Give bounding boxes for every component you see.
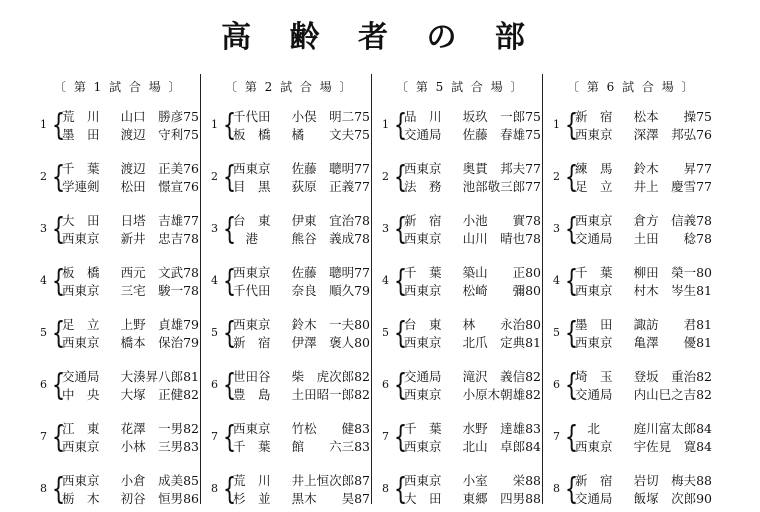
brace-icon: { — [222, 212, 237, 247]
team-name: 西東京 — [404, 387, 442, 402]
match-number: 3 — [40, 222, 47, 235]
brace-icon: { — [393, 316, 408, 351]
player-name-age: 松崎 彌80 — [462, 283, 541, 298]
competitor-b — [404, 126, 541, 144]
competitor-a — [62, 316, 199, 334]
player-name-age: 小室 栄88 — [462, 473, 541, 488]
brace-icon: { — [222, 108, 237, 143]
player-name-age: 土田昭一郎82 — [291, 387, 370, 402]
competitor-b — [233, 386, 370, 404]
match-row — [553, 472, 718, 512]
competitor-a — [404, 316, 541, 334]
player-name-age: 深澤 邦弘76 — [633, 127, 712, 142]
team-name: 新 宿 — [575, 109, 613, 124]
team-name: 千代田 — [233, 109, 271, 124]
team-name: 新 宿 — [404, 213, 442, 228]
competitor-b — [233, 230, 370, 248]
team-name: 豊 島 — [233, 387, 271, 402]
team-name: 目 黒 — [233, 179, 271, 194]
match-row — [382, 316, 547, 356]
competitor-b — [62, 334, 199, 352]
match-number: 4 — [211, 274, 218, 287]
team-name: 交通局 — [62, 369, 100, 384]
player-name-age: 三宅 駿一78 — [120, 283, 199, 298]
player-name-age: 熊谷 義成78 — [291, 231, 370, 246]
match-number: 3 — [211, 222, 218, 235]
player-name-age: 鈴木 一夫80 — [291, 317, 370, 332]
competitor-a — [62, 420, 199, 438]
player-name-age: 築山 正80 — [462, 265, 541, 280]
competitor-a — [62, 264, 199, 282]
team-name: 西東京 — [62, 473, 100, 488]
competitor-a — [233, 108, 370, 126]
brace-icon: { — [51, 316, 66, 351]
match-number: 7 — [382, 430, 389, 443]
team-name: 交通局 — [575, 491, 613, 506]
player-name-age: 東郷 四男88 — [462, 491, 541, 506]
team-name: 大 田 — [62, 213, 100, 228]
team-name: 西東京 — [404, 283, 442, 298]
match-number: 6 — [382, 378, 389, 391]
court-header: 〔 第 1 試 合 場 〕 — [54, 80, 183, 94]
team-name: 新 宿 — [575, 473, 613, 488]
player-name-age: 林 永治80 — [462, 317, 541, 332]
competitor-a — [404, 420, 541, 438]
competitor-a — [62, 108, 199, 126]
player-name-age: 庭川富太郎84 — [633, 421, 712, 436]
match-row — [40, 368, 205, 408]
player-name-age: 倉方 信義78 — [633, 213, 712, 228]
match-row — [40, 160, 205, 200]
match-row — [553, 108, 718, 148]
competitor-a — [62, 368, 199, 386]
player-name-age: 初谷 恒男86 — [120, 491, 199, 506]
team-name: 千代田 — [233, 283, 271, 298]
competitor-b — [233, 438, 370, 456]
competitor-a — [575, 160, 712, 178]
competitor-b — [404, 438, 541, 456]
brace-icon: { — [222, 472, 237, 507]
player-name-age: 内山巳之吉82 — [633, 387, 712, 402]
competitor-a — [233, 264, 370, 282]
match-row — [553, 316, 718, 356]
match-row — [211, 108, 376, 148]
competitor-a — [233, 212, 370, 230]
team-name: 西東京 — [233, 421, 271, 436]
match-row — [40, 420, 205, 460]
match-number: 1 — [553, 118, 560, 131]
team-name: 大 田 — [404, 491, 442, 506]
player-name-age: 黒木 昊87 — [291, 491, 370, 506]
team-name: 千 葉 — [62, 161, 100, 176]
competitor-b — [575, 282, 712, 300]
brace-icon: { — [51, 472, 66, 507]
player-name-age: 小原木朝雄82 — [462, 387, 541, 402]
team-name: 西東京 — [404, 335, 442, 350]
brace-icon: { — [51, 368, 66, 403]
team-name: 足 立 — [62, 317, 100, 332]
player-name-age: 大湊昇八郎81 — [120, 369, 199, 384]
team-name: 西東京 — [62, 283, 100, 298]
brace-icon: { — [564, 316, 579, 351]
competitor-b — [404, 282, 541, 300]
team-name: 交通局 — [404, 127, 442, 142]
brace-icon: { — [51, 264, 66, 299]
team-name: 西東京 — [404, 439, 442, 454]
brace-icon: { — [564, 264, 579, 299]
match-row — [211, 472, 376, 512]
player-name-age: 諏訪 君81 — [633, 317, 712, 332]
match-number: 1 — [211, 118, 218, 131]
match-number: 7 — [40, 430, 47, 443]
team-name: 台 東 — [233, 213, 271, 228]
match-row — [40, 212, 205, 252]
team-name: 墨 田 — [575, 317, 613, 332]
player-name-age: 奥貫 邦夫77 — [462, 161, 541, 176]
competitor-a — [233, 420, 370, 438]
team-name: 新 宿 — [233, 335, 271, 350]
player-name-age: 伊澤 褒人80 — [291, 335, 370, 350]
match-number: 4 — [553, 274, 560, 287]
brace-icon: { — [222, 316, 237, 351]
player-name-age: 小俣 明二75 — [291, 109, 370, 124]
match-row — [40, 264, 205, 304]
player-name-age: 北爪 定典81 — [462, 335, 541, 350]
brace-icon: { — [564, 212, 579, 247]
match-number: 3 — [553, 222, 560, 235]
brace-icon: { — [51, 160, 66, 195]
competitor-b — [233, 126, 370, 144]
player-name-age: 渡辺 正美76 — [120, 161, 199, 176]
player-name-age: 北山 卓郎84 — [462, 439, 541, 454]
team-name: 西東京 — [404, 473, 442, 488]
player-name-age: 日塔 吉雄77 — [120, 213, 199, 228]
team-name: 品 川 — [404, 109, 442, 124]
competitor-a — [404, 264, 541, 282]
player-name-age: 橘 文夫75 — [291, 127, 370, 142]
competitor-a — [575, 420, 712, 438]
team-name: 千 葉 — [404, 421, 442, 436]
brace-icon: { — [222, 160, 237, 195]
team-name: 西東京 — [575, 439, 613, 454]
competitor-b — [233, 178, 370, 196]
match-row — [40, 108, 205, 148]
player-name-age: 坂玖 一郎75 — [462, 109, 541, 124]
player-name-age: 渡辺 守利75 — [120, 127, 199, 142]
match-number: 5 — [553, 326, 560, 339]
match-number: 7 — [211, 430, 218, 443]
competitor-a — [575, 316, 712, 334]
brace-icon: { — [51, 108, 66, 143]
team-name: 千 葉 — [575, 265, 613, 280]
player-name-age: 花澤 一男82 — [120, 421, 199, 436]
player-name-age: 井上 慶雪77 — [633, 179, 712, 194]
team-name: 板 橋 — [62, 265, 100, 280]
team-name: 足 立 — [575, 179, 613, 194]
team-name: 埼 玉 — [575, 369, 613, 384]
brace-icon: { — [564, 472, 579, 507]
competitor-a — [62, 472, 199, 490]
court-header: 〔 第 6 試 合 場 〕 — [567, 80, 696, 94]
match-row — [553, 264, 718, 304]
brace-icon: { — [393, 264, 408, 299]
team-name: 西東京 — [233, 317, 271, 332]
match-number: 1 — [382, 118, 389, 131]
match-row — [40, 316, 205, 356]
match-row — [553, 160, 718, 200]
match-number: 5 — [382, 326, 389, 339]
match-number: 5 — [211, 326, 218, 339]
match-number: 4 — [40, 274, 47, 287]
competitor-b — [575, 490, 712, 508]
player-name-age: 橋本 保治79 — [120, 335, 199, 350]
match-row — [382, 264, 547, 304]
player-name-age: 竹松 健83 — [291, 421, 370, 436]
player-name-age: 飯塚 次郎90 — [633, 491, 712, 506]
player-name-age: 岩切 梅夫88 — [633, 473, 712, 488]
competitor-b — [62, 126, 199, 144]
match-number: 8 — [211, 482, 218, 495]
player-name-age: 伊東 宜治78 — [291, 213, 370, 228]
player-name-age: 小倉 成美85 — [120, 473, 199, 488]
player-name-age: 小池 實78 — [462, 213, 541, 228]
player-name-age: 佐藤 春雄75 — [462, 127, 541, 142]
brace-icon: { — [393, 420, 408, 455]
competitor-b — [233, 490, 370, 508]
brace-icon: { — [51, 420, 66, 455]
match-row — [382, 368, 547, 408]
team-name: 杉 並 — [233, 491, 271, 506]
match-row — [382, 108, 547, 148]
team-name: 学連剣 — [62, 179, 100, 194]
brace-icon: { — [564, 108, 579, 143]
competitor-b — [575, 126, 712, 144]
player-name-age: 松田 憬宣76 — [120, 179, 199, 194]
brace-icon: { — [564, 160, 579, 195]
competitor-b — [62, 178, 199, 196]
team-name: 西東京 — [62, 231, 100, 246]
competitor-a — [575, 368, 712, 386]
team-name: 荒 川 — [233, 473, 271, 488]
brace-icon: { — [564, 368, 579, 403]
competitor-a — [233, 368, 370, 386]
competitor-a — [62, 160, 199, 178]
match-row — [211, 160, 376, 200]
competitor-b — [62, 282, 199, 300]
match-number: 3 — [382, 222, 389, 235]
competitor-b — [575, 386, 712, 404]
player-name-age: 山川 晴也78 — [462, 231, 541, 246]
competitor-a — [233, 316, 370, 334]
match-row — [211, 264, 376, 304]
team-name: 練 馬 — [575, 161, 613, 176]
player-name-age: 滝沢 義信82 — [462, 369, 541, 384]
match-number: 6 — [553, 378, 560, 391]
match-row — [211, 368, 376, 408]
player-name-age: 鈴木 昇77 — [633, 161, 712, 176]
team-name: 西東京 — [62, 439, 100, 454]
team-name: 西東京 — [233, 161, 271, 176]
competitor-a — [404, 160, 541, 178]
player-name-age: 水野 達雄83 — [462, 421, 541, 436]
player-name-age: 井上恒次郎87 — [291, 473, 370, 488]
team-name: 交通局 — [404, 369, 442, 384]
player-name-age: 村木 岑生81 — [633, 283, 712, 298]
player-name-age: 上野 貞雄79 — [120, 317, 199, 332]
competitor-b — [404, 490, 541, 508]
competitor-a — [233, 160, 370, 178]
player-name-age: 柳田 榮一80 — [633, 265, 712, 280]
competitor-b — [575, 178, 712, 196]
team-name: 千 葉 — [233, 439, 271, 454]
team-name: 西東京 — [575, 213, 613, 228]
match-row — [553, 212, 718, 252]
team-name: 栃 木 — [62, 491, 100, 506]
player-name-age: 登坂 重治82 — [633, 369, 712, 384]
competitor-b — [62, 230, 199, 248]
player-name-age: 新井 忠吉78 — [120, 231, 199, 246]
match-row — [382, 420, 547, 460]
competitor-a — [404, 472, 541, 490]
team-name: 交通局 — [575, 231, 613, 246]
player-name-age: 山口 勝彦75 — [120, 109, 199, 124]
brace-icon: { — [393, 160, 408, 195]
player-name-age: 池部敬三郎77 — [462, 179, 541, 194]
competitor-b — [233, 282, 370, 300]
competitor-b — [404, 386, 541, 404]
brace-icon: { — [564, 420, 579, 455]
match-row — [211, 212, 376, 252]
match-row — [211, 420, 376, 460]
match-number: 2 — [382, 170, 389, 183]
player-name-age: 佐藤 聰明77 — [291, 161, 370, 176]
team-name: 墨 田 — [62, 127, 100, 142]
team-name: 西東京 — [62, 335, 100, 350]
brace-icon: { — [222, 420, 237, 455]
team-name: 西東京 — [233, 265, 271, 280]
match-number: 5 — [40, 326, 47, 339]
team-name: 北 — [575, 421, 601, 436]
player-name-age: 亀澤 優81 — [633, 335, 712, 350]
team-name: 西東京 — [575, 283, 613, 298]
competitor-a — [404, 108, 541, 126]
competitor-a — [233, 472, 370, 490]
match-number: 2 — [211, 170, 218, 183]
bracket-column-4 — [553, 78, 718, 507]
team-name: 西東京 — [575, 335, 613, 350]
brace-icon: { — [222, 264, 237, 299]
team-name: 荒 川 — [62, 109, 100, 124]
brace-icon: { — [393, 212, 408, 247]
bracket-column-2 — [211, 78, 376, 507]
brace-icon: { — [393, 108, 408, 143]
team-name: 西東京 — [404, 231, 442, 246]
player-name-age: 柴 虎次郎82 — [291, 369, 370, 384]
competitor-a — [404, 368, 541, 386]
match-number: 6 — [211, 378, 218, 391]
player-name-age: 松本 操75 — [633, 109, 712, 124]
match-number: 8 — [40, 482, 47, 495]
competitor-b — [575, 334, 712, 352]
player-name-age: 荻原 正義77 — [291, 179, 370, 194]
match-number: 1 — [40, 118, 47, 131]
competitor-b — [62, 386, 199, 404]
match-number: 8 — [382, 482, 389, 495]
brace-icon: { — [393, 368, 408, 403]
competitor-a — [575, 472, 712, 490]
match-number: 8 — [553, 482, 560, 495]
page-title: 高 齢 者 の 部 — [221, 20, 539, 55]
competitor-b — [404, 178, 541, 196]
match-number: 2 — [553, 170, 560, 183]
brace-icon: { — [51, 212, 66, 247]
match-row — [211, 316, 376, 356]
player-name-age: 宇佐見 寛84 — [633, 439, 712, 454]
competitor-a — [62, 212, 199, 230]
competitor-a — [575, 108, 712, 126]
player-name-age: 館 六三83 — [291, 439, 370, 454]
match-number: 2 — [40, 170, 47, 183]
player-name-age: 西元 文武78 — [120, 265, 199, 280]
court-header: 〔 第 5 試 合 場 〕 — [396, 80, 525, 94]
match-row — [382, 212, 547, 252]
competitor-a — [575, 212, 712, 230]
team-name: 法 務 — [404, 179, 442, 194]
team-name: 江 東 — [62, 421, 100, 436]
competitor-b — [575, 438, 712, 456]
player-name-age: 土田 稔78 — [633, 231, 712, 246]
player-name-age: 大塚 正健82 — [120, 387, 199, 402]
match-row — [382, 472, 547, 512]
competitor-b — [404, 334, 541, 352]
match-row — [553, 368, 718, 408]
team-name: 西東京 — [575, 127, 613, 142]
team-name: 板 橋 — [233, 127, 271, 142]
court-header: 〔 第 2 試 合 場 〕 — [225, 80, 354, 94]
competitor-b — [62, 490, 199, 508]
brace-icon: { — [222, 368, 237, 403]
competitor-b — [404, 230, 541, 248]
player-name-age: 奈良 順久79 — [291, 283, 370, 298]
bracket-column-3 — [382, 78, 547, 507]
competitor-a — [575, 264, 712, 282]
match-number: 4 — [382, 274, 389, 287]
bracket-column-1 — [40, 78, 205, 507]
brace-icon: { — [393, 472, 408, 507]
team-name: 中 央 — [62, 387, 100, 402]
team-name: 交通局 — [575, 387, 613, 402]
team-name: 台 東 — [404, 317, 442, 332]
competitor-b — [62, 438, 199, 456]
competitor-a — [404, 212, 541, 230]
match-row — [553, 420, 718, 460]
team-name: 世田谷 — [233, 369, 271, 384]
competitor-b — [575, 230, 712, 248]
match-number: 7 — [553, 430, 560, 443]
match-row — [382, 160, 547, 200]
match-row — [40, 472, 205, 512]
team-name: 千 葉 — [404, 265, 442, 280]
team-name: 港 — [233, 231, 259, 246]
player-name-age: 佐藤 聰明77 — [291, 265, 370, 280]
team-name: 西東京 — [404, 161, 442, 176]
competitor-b — [233, 334, 370, 352]
player-name-age: 小林 三男83 — [120, 439, 199, 454]
match-number: 6 — [40, 378, 47, 391]
